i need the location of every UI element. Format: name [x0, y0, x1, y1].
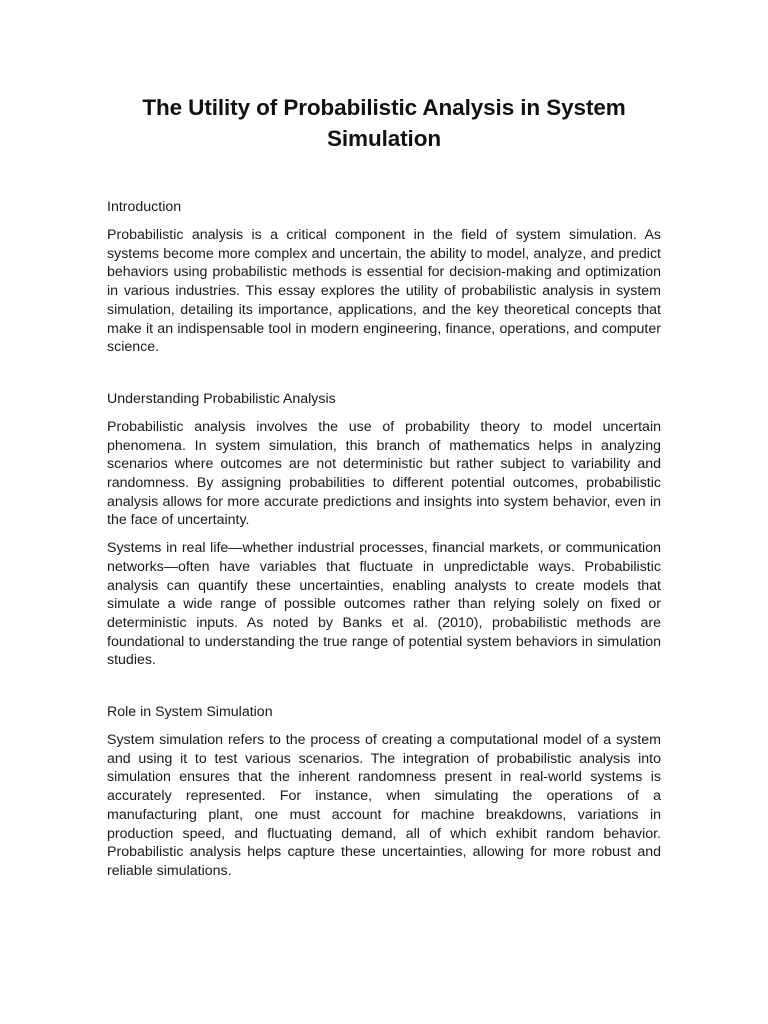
document-body — [107, 92, 661, 881]
section-heading-introduction: Introduction — [107, 199, 182, 215]
paragraph: Probabilistic analysis is a critical component in the field of system simulation. As systems become more complex and uncertain, the ability to model, analyze, and predict behaviors using probabilistic methods is essential for decision-making and optimization in various industries. This essay explores the utility of probabilistic analysis in system simulation, detailing its importance, applications, and the key theoretical concepts that make it an indispensable tool in modern engineering, finance, operations, and computer science. — [107, 227, 661, 356]
section-heading-role-in-system-simulation: Role in System Simulation — [107, 704, 273, 721]
paragraph: System simulation refers to the process of creating a computational model of a system and using it to test various scenarios. The integration of probabilistic analysis into simulation ensures that the inherent randomness present in real-world systems is accurately represented. For instance, when simulating the operations of a manufacturing plant, one must account for machine breakdowns, variations in production speed, and fluctuating demand, all of which exhibit random behavior. Probabilistic analysis helps capture these uncertainties, allowing for more robust and reliable simulations. — [107, 732, 661, 879]
document-title: The Utility of Probabilistic Analysis in System Simulation — [142, 95, 626, 151]
section-heading-understanding-probabilistic-analysis: Understanding Probabilistic Analysis — [107, 390, 336, 407]
paragraph: Systems in real life—whether industrial processes, financial markets, or communication networks—often have variables that fluctuate in unpredictable ways. Probabilistic analysis can quantify these uncertainties, enabling analysts to create models that simulate a wide range of possible outcomes rather than relying solely on fixed or deterministic inputs. As noted by Banks et al. (2010), probabilistic methods are foundational to understanding the true range of potential system behaviors in simulation studies. — [107, 540, 661, 669]
paragraph: Probabilistic analysis involves the use of probability theory to model uncertain phenomena. In system simulation, this branch of mathematics helps in analyzing scenarios where outcomes are not deterministic but rather subject to variability and randomness. By assigning probabilities to different potential outcomes, probabilistic analysis allows for more accurate predictions and insights into system behavior, even in the face of uncertainty. — [107, 418, 661, 529]
